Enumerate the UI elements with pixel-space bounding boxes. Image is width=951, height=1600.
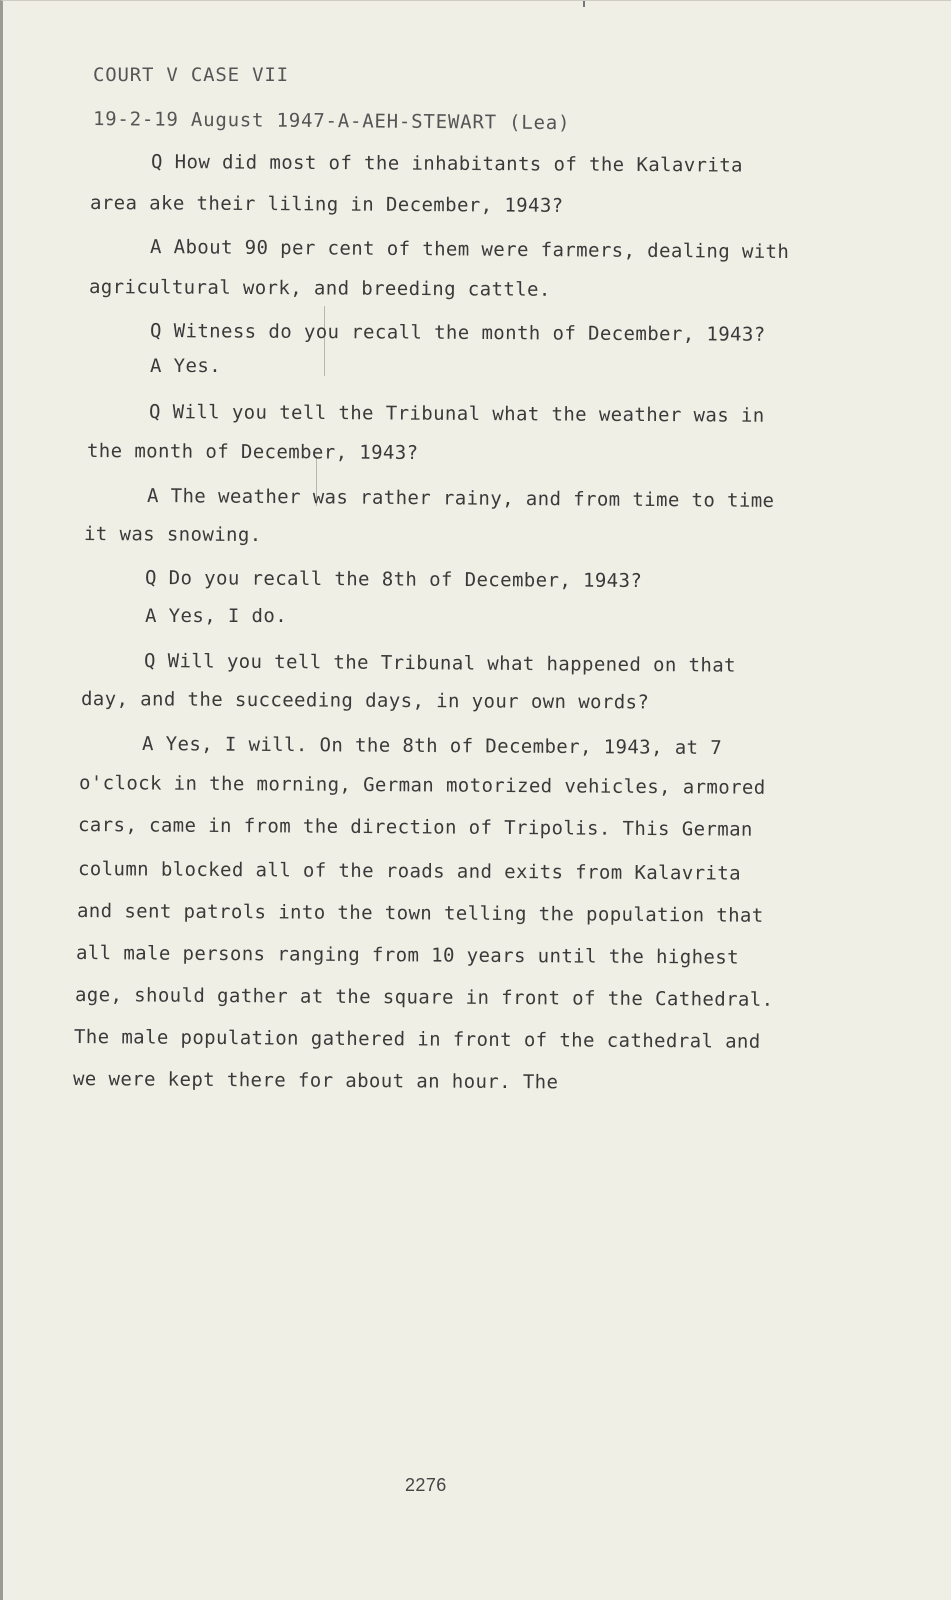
transcript-line: o'clock in the morning, German motorized vehicles, armored (78, 772, 766, 799)
court-case-header: COURT V CASE VII (93, 64, 289, 86)
transcript-line: Q How did most of the inhabitants of the Kalavrita (150, 151, 744, 177)
transcript-line: cars, came in from the direction of Tripolis. This German (77, 814, 753, 841)
transcript-line: A Yes, I do. (145, 605, 288, 627)
transcript-line: agricultural work, and breeding cattle. (88, 276, 551, 301)
scan-mark (583, 1, 585, 7)
transcript-line: The male population gathered in front of the cathedral and (73, 1026, 761, 1053)
transcript-line: the month of December, 1943? (86, 440, 419, 465)
transcript-line: A About 90 per cent of them were farmers, dealing with (149, 236, 790, 264)
transcript-line: it was snowing. (83, 523, 262, 547)
transcript-line: we were kept there for about an hour. The (72, 1068, 559, 1094)
transcript-line: area ake their liling in December, 1943? (89, 192, 564, 217)
transcript-line: Q Do you recall the 8th of December, 1943? (144, 567, 643, 593)
transcript-line: A Yes. (150, 355, 222, 377)
transcript-line: A Yes, I will. On the 8th of December, 1943, at 7 (141, 733, 723, 760)
transcript-line: Q Will you tell the Tribunal what the weather was in (148, 401, 765, 427)
page-number: 2276 (405, 1475, 447, 1495)
date-line: 19-2-19 August 1947-A-AEH-STEWART (Lea) (92, 108, 571, 135)
transcript-line: age, should gather at the square in front of the Cathedral. (74, 984, 774, 1011)
transcript-line: Q Will you tell the Tribunal what happened on that (143, 650, 737, 677)
transcript-line: A The weather was rather rainy, and from time to time (146, 485, 775, 512)
transcript-line: and sent patrols into the town telling the population that (76, 900, 764, 927)
transcript-line: column blocked all of the roads and exits from Kalavrita (77, 858, 742, 885)
transcript-line: Q Witness do you recall the month of December, 1943? (149, 320, 766, 346)
transcript-line: day, and the succeeding days, in your own words? (80, 688, 650, 714)
transcript-line: all male persons ranging from 10 years until the highest (75, 942, 740, 969)
